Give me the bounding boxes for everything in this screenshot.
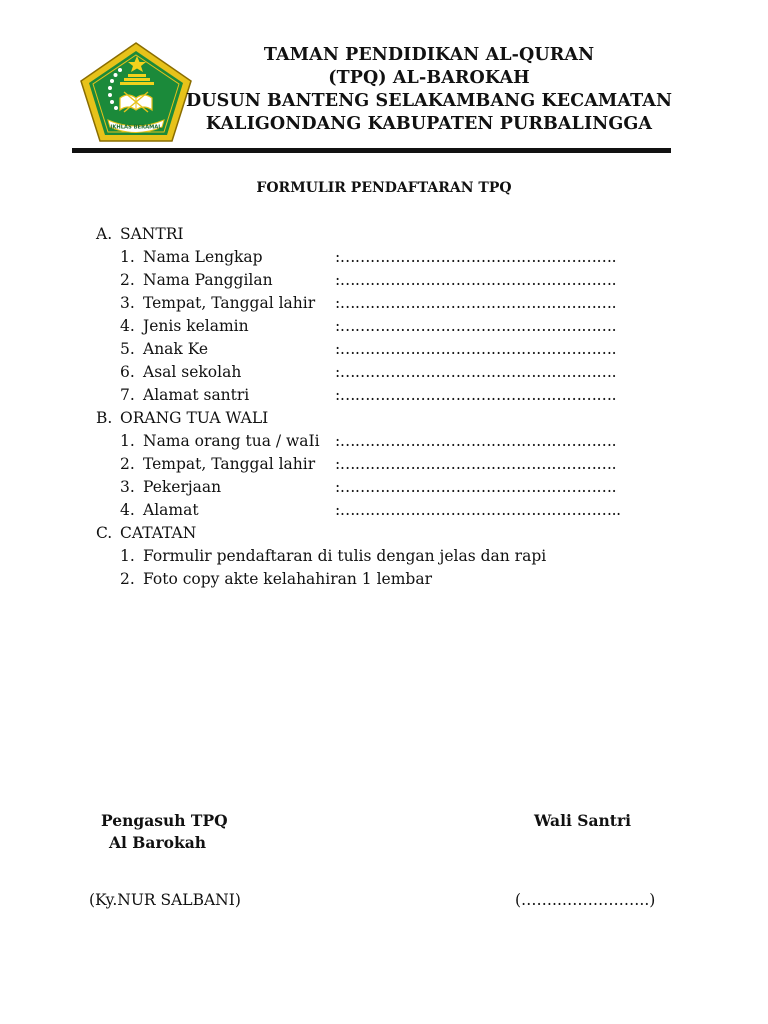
field-label: Anak Ke [143,340,209,358]
field-label: Alamat [143,501,199,519]
field-label: Alamat santri [143,386,250,404]
field-number: 1. [120,432,135,450]
signature-left-title: Pengasuh TPQ [101,811,228,830]
field-blank-line[interactable]: :………………………………………………. [335,248,617,266]
field-label: Foto copy akte kelahahiran 1 lembar [143,570,432,588]
section-title: ORANG TUA WALI [120,409,269,427]
field-label: Nama orang tua / waIi [143,432,320,450]
field-number: 1. [120,547,135,565]
field-blank-line[interactable]: :………………………………………………. [335,317,617,335]
field-blank-line[interactable]: :………………………………………………. [335,340,617,358]
section-title: SANTRI [120,225,184,243]
field-number: 2. [120,455,135,473]
field-label: Tempat, Tanggal lahir [143,455,316,473]
field-label: Tempat, Tanggal lahir [143,294,316,312]
field-number: 5. [120,340,135,358]
field-label: Nama Panggilan [143,271,273,289]
section-letter: C. [96,524,113,542]
field-label: Jenis kelamin [143,317,249,335]
ministry-emblem-logo [78,40,194,144]
field-blank-line[interactable]: :………………………………………………. [335,478,617,496]
section-letter: B. [96,409,113,427]
field-label: Formulir pendaftaran di tulis dengan jelas dan rapi [143,547,547,565]
signature-right-title: Wali Santri [534,811,631,830]
field-blank-line[interactable]: :………………………………………………. [335,271,617,289]
field-blank-line[interactable]: :………………………………………………. [335,363,617,381]
field-number: 2. [120,570,135,588]
institution-header [184,44,674,136]
signature-left-name: (Ky.NUR SALBANI) [89,891,241,909]
field-number: 4. [120,317,135,335]
field-label: Asal sekolah [143,363,242,381]
field-blank-line[interactable]: :………………………………………………. [335,432,617,450]
header-divider [72,148,671,153]
field-number: 3. [120,478,135,496]
header-line-1: TAMAN PENDIDIKAN AL-QURAN [263,45,595,65]
header-line-2: (TPQ) AL-BAROKAH [328,68,530,88]
svg-text:IKHLAS BERAMAL: IKHLAS BERAMAL [110,124,162,131]
section-letter: A. [96,225,113,243]
field-number: 6. [120,363,135,381]
field-number: 2. [120,271,135,289]
field-number: 4. [120,501,135,519]
field-blank-line[interactable]: :………………………………………………. [335,455,617,473]
field-label: Pekerjaan [143,478,222,496]
field-label: Nama Lengkap [143,248,263,266]
signature-right-name: (……..……………..) [515,891,656,909]
field-blank-line[interactable]: :………………………………………………. [335,386,617,404]
field-number: 1. [120,248,135,266]
signature-left-subtitle: Al Barokah [109,833,207,852]
field-number: 7. [120,386,135,404]
form-title: FORMULIR PENDAFTARAN TPQ [256,180,512,196]
field-number: 3. [120,294,135,312]
header-line-3: DUSUN BANTENG SELAKAMBANG KECAMATAN [185,91,673,111]
field-blank-line[interactable]: :………………………………………………. [335,294,617,312]
header-line-4: KALIGONDANG KABUPATEN PURBALINGGA [205,114,653,134]
field-blank-line[interactable]: :……………………………………………….. [335,501,621,519]
section-title: CATATAN [120,524,197,542]
